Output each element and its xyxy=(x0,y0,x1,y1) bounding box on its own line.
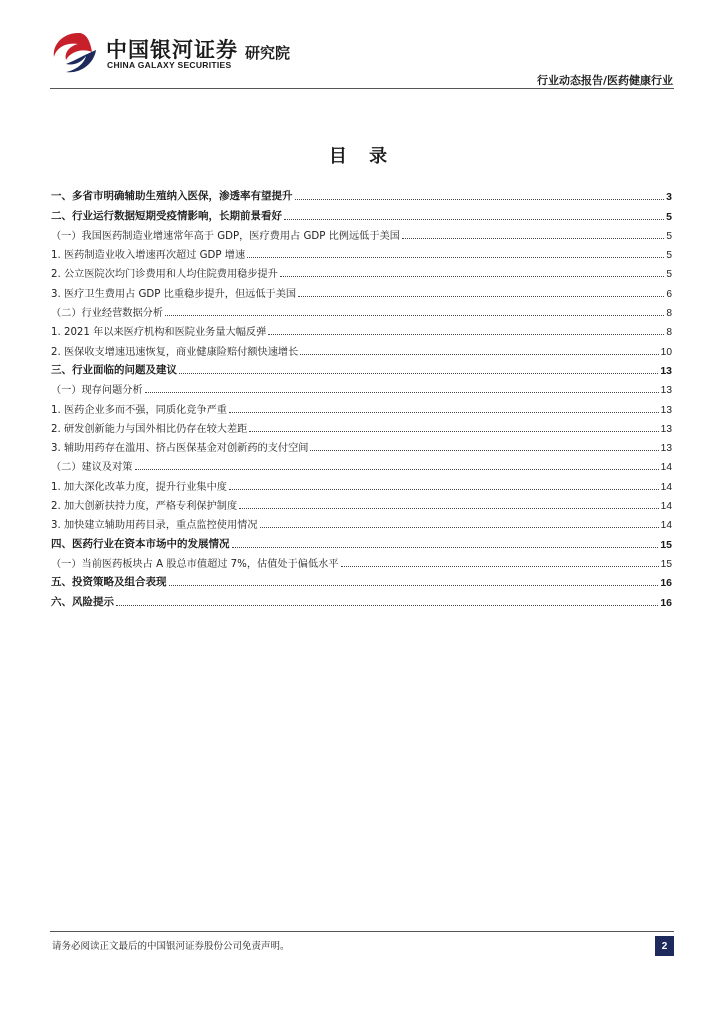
toc-entry-page: 13 xyxy=(660,423,672,435)
toc-entry-page: 8 xyxy=(666,308,672,320)
toc-entry-page: 13 xyxy=(660,385,672,397)
toc-entry[interactable] xyxy=(51,300,672,319)
toc-entry-page: 14 xyxy=(660,501,672,513)
toc-dot-leader xyxy=(179,372,658,374)
toc-entry-label: 2. 公立医院次均门诊费用和人均住院费用稳步提升 xyxy=(51,269,278,281)
toc-dot-leader xyxy=(341,565,659,567)
footer-divider xyxy=(50,931,674,932)
toc-entry-label: 1. 医药企业多而不强，同质化竞争严重 xyxy=(51,404,227,416)
toc-dot-leader xyxy=(165,314,664,316)
toc-entry[interactable] xyxy=(51,319,672,338)
toc-entry[interactable] xyxy=(51,551,672,570)
toc-entry-label: 3. 医疗卫生费用占 GDP 比重稳步提升，但远低于美国 xyxy=(51,288,297,300)
toc-entry-page: 14 xyxy=(660,462,672,474)
toc-entry-label: 六、风险提示 xyxy=(51,595,114,608)
toc-entry[interactable] xyxy=(51,377,672,396)
toc-entry-label: 3. 辅助用药存在滥用、挤占医保基金对创新药的支付空间 xyxy=(51,443,309,455)
toc-entry-page: 15 xyxy=(660,558,672,570)
toc-entry-page: 8 xyxy=(666,327,672,339)
toc-entry-label: 五、投资策略及组合表现 xyxy=(51,576,167,589)
toc-entry-label: 2. 加大创新扶持力度，严格专利保护制度 xyxy=(51,501,238,513)
toc-entry-label: 1. 医药制造业收入增速再次超过 GDP 增速 xyxy=(51,250,246,262)
institute-label: 研究院 xyxy=(245,44,291,62)
toc-entry-label: 二、行业运行数据短期受疫情影响，长期前景看好 xyxy=(51,209,282,222)
toc-entry-label: 一、多省市明确辅助生殖纳入医保，渗透率有望提升 xyxy=(51,190,293,203)
toc-entry-label: 1. 加大深化改革力度，提升行业集中度 xyxy=(51,481,227,493)
toc-entry[interactable] xyxy=(51,531,672,550)
toc-entry-label: （一）现存问题分析 xyxy=(51,385,143,397)
report-type: 行业动态报告/医药健康行业 xyxy=(536,74,673,87)
toc-dot-leader xyxy=(247,256,664,258)
toc-entry-page: 5 xyxy=(666,250,672,262)
toc-entry-page: 3 xyxy=(666,191,672,204)
toc-dot-leader xyxy=(229,488,659,490)
toc-dot-leader xyxy=(145,391,659,393)
toc-entry-page: 13 xyxy=(660,364,672,377)
toc-entry-label: （一）当前医药板块占 A 股总市值超过 7%，估值处于偏低水平 xyxy=(51,558,339,570)
toc-entry-label: 2. 研发创新能力与国外相比仍存在较大差距 xyxy=(51,423,248,435)
toc-entry-page: 16 xyxy=(660,577,672,590)
toc-dot-leader xyxy=(300,353,658,355)
toc-entry-page: 5 xyxy=(666,269,672,281)
toc-dot-leader xyxy=(249,430,658,432)
toc-entry[interactable] xyxy=(51,396,672,415)
toc-entry-page: 14 xyxy=(660,481,672,493)
toc-entry-page: 14 xyxy=(660,520,672,532)
toc-entry[interactable] xyxy=(51,473,672,492)
page-number: 2 xyxy=(655,936,674,956)
galaxy-logo-icon xyxy=(50,30,100,76)
toc-dot-leader xyxy=(310,449,658,451)
toc-entry[interactable] xyxy=(51,435,672,454)
toc-entry[interactable] xyxy=(51,280,672,299)
toc-entry[interactable] xyxy=(51,184,672,203)
page-header xyxy=(0,0,724,92)
header-divider xyxy=(50,88,674,89)
toc-entry-label: 1. 2021 年以来医疗机构和医院业务量大幅反弹 xyxy=(51,327,267,339)
toc-entry-label: （二）建议及对策 xyxy=(51,462,133,474)
toc-dot-leader xyxy=(284,218,664,220)
toc-dot-leader xyxy=(116,604,658,606)
toc-dot-leader xyxy=(268,333,664,335)
toc-entry[interactable] xyxy=(51,570,672,589)
toc-entry-label: 3. 加快建立辅助用药目录，重点监控使用情况 xyxy=(51,520,258,532)
toc-dot-leader xyxy=(232,546,659,548)
toc-entry-label: （二）行业经营数据分析 xyxy=(51,308,164,320)
toc-dot-leader xyxy=(280,275,664,277)
toc-entry[interactable] xyxy=(51,493,672,512)
toc-entry[interactable] xyxy=(51,416,672,435)
toc-entry-page: 6 xyxy=(666,288,672,300)
toc-entry[interactable] xyxy=(51,338,672,357)
toc-entry-page: 13 xyxy=(660,443,672,455)
toc-dot-leader xyxy=(229,411,659,413)
brand-name-cn: 中国银河证券 xyxy=(106,38,238,62)
toc-entry[interactable] xyxy=(51,589,672,608)
toc-entry[interactable] xyxy=(51,358,672,377)
toc-title: 目 录 xyxy=(328,146,396,167)
toc-dot-leader xyxy=(169,584,659,586)
toc-entry[interactable] xyxy=(51,261,672,280)
toc-entry-label: 2. 医保收支增速迅速恢复，商业健康险赔付额快速增长 xyxy=(51,346,299,358)
toc-entry-page: 5 xyxy=(666,230,672,242)
toc-dot-leader xyxy=(135,468,659,470)
toc-entry-page: 10 xyxy=(660,346,672,358)
table-of-contents xyxy=(51,184,672,609)
toc-entry[interactable] xyxy=(51,512,672,531)
toc-dot-leader xyxy=(295,198,665,200)
toc-entry-label: （一）我国医药制造业增速常年高于 GDP，医疗费用占 GDP 比例远低于美国 xyxy=(51,230,400,242)
brand-name-en: CHINA GALAXY SECURITIES xyxy=(107,60,232,70)
toc-entry-page: 15 xyxy=(660,538,672,551)
toc-entry-page: 16 xyxy=(660,596,672,609)
toc-entry-page: 13 xyxy=(660,404,672,416)
toc-entry-label: 四、医药行业在资本市场中的发展情况 xyxy=(51,537,230,550)
toc-dot-leader xyxy=(298,295,664,297)
toc-entry[interactable] xyxy=(51,223,672,242)
toc-dot-leader xyxy=(239,507,659,509)
toc-entry[interactable] xyxy=(51,203,672,222)
toc-entry[interactable] xyxy=(51,454,672,473)
toc-dot-leader xyxy=(260,526,659,528)
toc-entry-label: 三、行业面临的问题及建议 xyxy=(51,363,177,376)
disclaimer-text: 请务必阅读正文最后的中国银河证券股份公司免责声明。 xyxy=(52,941,290,952)
toc-dot-leader xyxy=(402,237,664,239)
toc-entry[interactable] xyxy=(51,242,672,261)
toc-entry-page: 5 xyxy=(666,210,672,223)
